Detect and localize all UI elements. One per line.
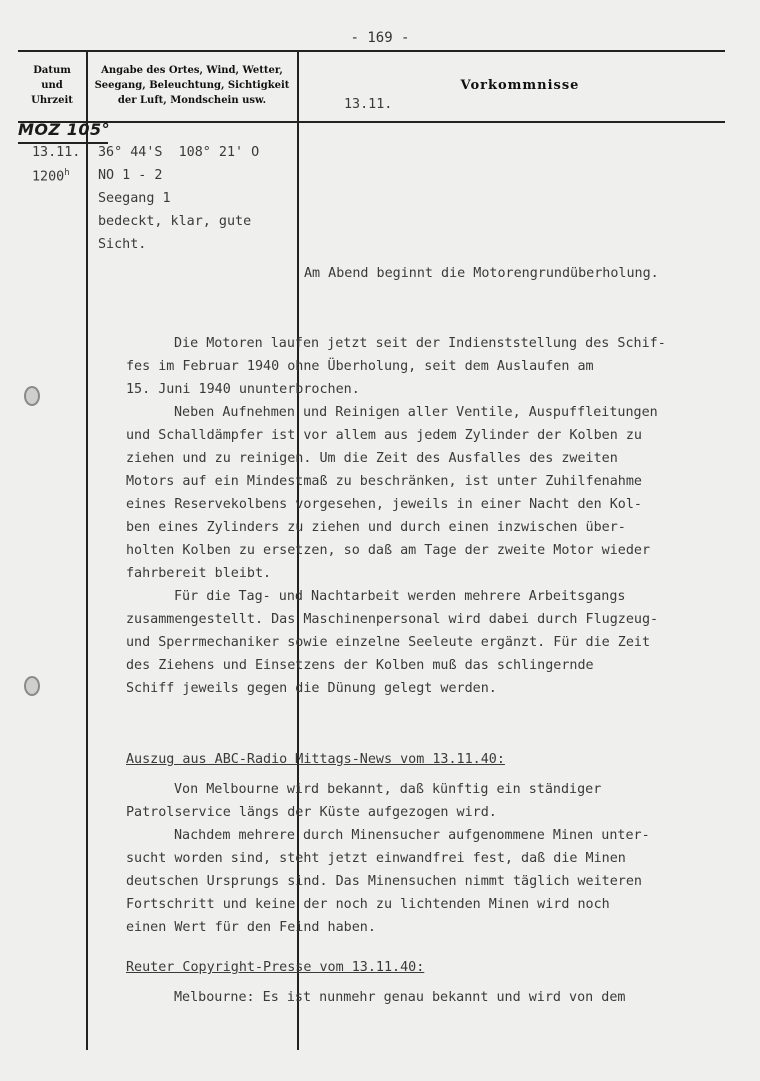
body-line-05: Neben Aufnehmen und Reinigen aller Ventile, Auspuffleitungen bbox=[174, 405, 658, 420]
header-und-label: und bbox=[41, 80, 63, 91]
body-line-15: und Sperrmechaniker sowie einzelne Seeleute ergänzt. Für die Zeit bbox=[126, 635, 651, 650]
visibility-line-1: bedeckt, klar, gute bbox=[98, 214, 252, 229]
body-line-20: Patrolservice längs der Küste aufgezogen wird. bbox=[126, 805, 497, 820]
body-line-14: zusammengestellt. Das Maschinenpersonal wird dabei durch Flugzeug- bbox=[126, 612, 659, 627]
header-location-line-3: der Luft, Mondschein usw. bbox=[117, 95, 267, 106]
section-heading-abc-radio: Auszug aus ABC-Radio Mittags-News vom 13.11.40: bbox=[126, 752, 505, 767]
visibility-line-2: Sicht. bbox=[98, 237, 147, 252]
body-line-06: und Schalldämpfer ist vor allem aus jedem Zylinder der Kolben zu bbox=[126, 428, 642, 443]
header-date-time bbox=[20, 63, 84, 108]
stamp-underline bbox=[18, 142, 108, 144]
column-divider-1 bbox=[86, 50, 88, 1050]
body-line-25: einen Wert für den Feind haben. bbox=[126, 920, 376, 935]
body-line-02: Die Motoren laufen jetzt seit der Indienststellung des Schif- bbox=[174, 336, 666, 351]
body-line-24: Fortschritt und keine der noch zu lichtenden Minen wird noch bbox=[126, 897, 610, 912]
header-events-date: 13.11. bbox=[344, 97, 393, 112]
header-bottom-rule bbox=[18, 121, 725, 123]
body-line-09: eines Reservekolbens vorgesehen, jeweils in einer Nacht den Kol- bbox=[126, 497, 642, 512]
body-line-08: Motors auf ein Mindestmaß zu beschränken, ist unter Zuhilfenahme bbox=[126, 474, 642, 489]
header-events-title: Vorkommnisse bbox=[460, 78, 580, 93]
body-line-11: holten Kolben zu ersetzen, so daß am Tage der zweite Motor wieder bbox=[126, 543, 651, 558]
header-time-label: Uhrzeit bbox=[31, 95, 73, 106]
header-date-label: Datum bbox=[33, 65, 71, 76]
section-heading-reuter: Reuter Copyright-Presse vom 13.11.40: bbox=[126, 960, 425, 975]
position-line: 36° 44'S 108° 21' O bbox=[98, 145, 260, 160]
header-location-weather bbox=[89, 63, 295, 108]
body-line-12: fahrbereit bleibt. bbox=[126, 566, 272, 581]
body-line-21: Nachdem mehrere durch Minensucher aufgenommene Minen unter- bbox=[174, 828, 650, 843]
body-line-27: Melbourne: Es ist nunmehr genau bekannt und wird von dem bbox=[174, 990, 626, 1005]
entry-time-value: 1200 bbox=[32, 169, 65, 185]
body-line-07: ziehen und zu reinigen. Um die Zeit des Ausfalles des zweiten bbox=[126, 451, 618, 466]
header-location-line-2: Seegang, Beleuchtung, Sichtigkeit bbox=[94, 80, 290, 91]
wind-line: NO 1 - 2 bbox=[98, 168, 163, 183]
body-line-04: 15. Juni 1940 ununterbrochen. bbox=[126, 382, 360, 397]
body-line-19: Von Melbourne wird bekannt, daß künftig ein ständiger bbox=[174, 782, 602, 797]
body-line-03: fes im Februar 1940 ohne Überholung, seit dem Auslaufen am bbox=[126, 359, 594, 374]
body-line-17: Schiff jeweils gegen die Dünung gelegt werden. bbox=[126, 681, 497, 696]
entry-time-unit: h bbox=[64, 168, 70, 178]
entry-time bbox=[32, 168, 70, 184]
header-top-rule bbox=[18, 50, 725, 52]
page-number: - 169 - bbox=[350, 30, 410, 46]
body-line-22: sucht worden sind, steht jetzt einwandfrei fest, daß die Minen bbox=[126, 851, 626, 866]
body-line-13: Für die Tag- und Nachtarbeit werden mehrere Arbeitsgangs bbox=[174, 589, 626, 604]
archive-stamp: MOZ 105° bbox=[18, 120, 111, 139]
sea-state-line: Seegang 1 bbox=[98, 191, 171, 206]
punch-hole-top bbox=[24, 386, 40, 406]
header-location-line-1: Angabe des Ortes, Wind, Wetter, bbox=[101, 65, 283, 76]
body-line-10: ben eines Zylinders zu ziehen und durch einen inzwischen über- bbox=[126, 520, 626, 535]
entry-date: 13.11. bbox=[32, 145, 81, 160]
body-line-16: des Ziehens und Einsetzens der Kolben muß das schlingernde bbox=[126, 658, 594, 673]
body-line-23: deutschen Ursprungs sind. Das Minensuchen nimmt täglich weiteren bbox=[126, 874, 642, 889]
body-line-01: Am Abend beginnt die Motorengrundüberholung. bbox=[304, 266, 659, 281]
punch-hole-bottom bbox=[24, 676, 40, 696]
